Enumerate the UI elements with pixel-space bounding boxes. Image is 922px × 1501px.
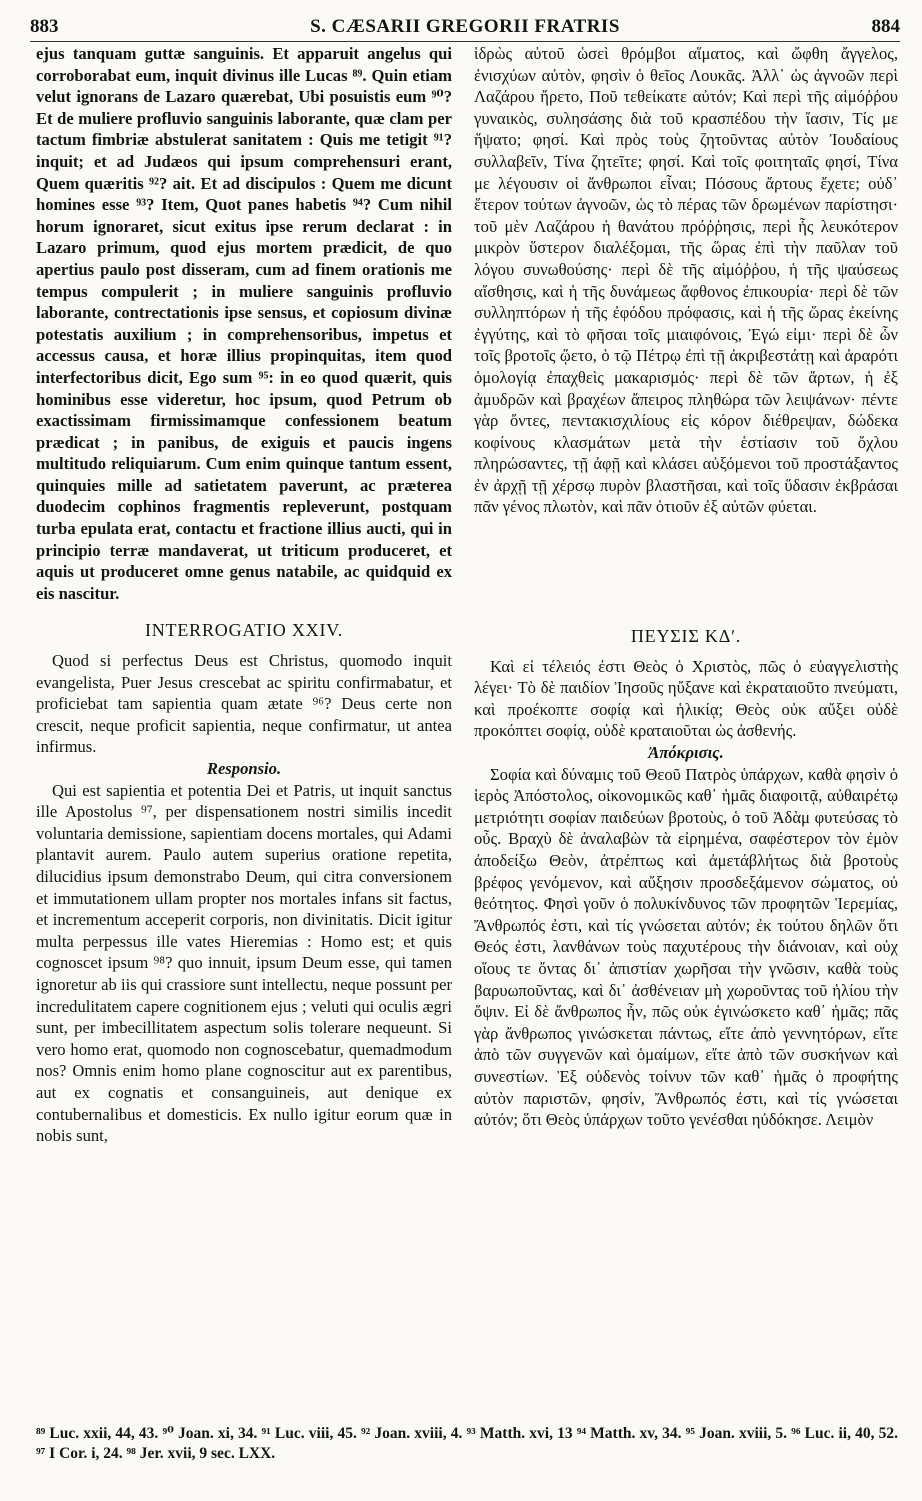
column-spacer [474, 518, 898, 610]
left-page-number: 883 [30, 16, 59, 37]
greek-section-title: ΠΕΥΣΙΣ ΚΔʹ. [630, 626, 742, 647]
greek-paragraph-3: Σοφία καὶ δύναμις τοῦ Θεοῦ Πατρὸς ὑπάρχων, καθὰ φησὶν ὁ ἱερὸς Ἀπόστολος, οἰκονομικῶς καθ᾽ ἡμᾶς διαφοιτᾷ, αὐθαιρέτῳ μετριότητι σοφίαν παιδεύων βροτοὺς, ὁ τοῦ Ἀδὰμ φυτεύσας τὸ οὖς. Βραχὺ δὲ ἀναλαβὼν τὰ εἰρημένα, σαφέστερον τὸν ἐμὸν ἀποδείξω Θεὸν, ἀτρέπτως καὶ ἀμετάβλήτως διὰ βροτοὺς βρέφος γενόμενον, καὶ αὔξησιν προσδεξάμενον σώματος, οὐ θεότητος. Φησὶ γοῦν ὁ πολυκίνδυνος τῶν προφητῶν Ἱερεμίας, Ἄνθρωπός ἐστι, καὶ τίς γνώσεται αὐτόν; ἐκ τούτου δηλῶν ὅτι Θεός ἐστι, λανθάνων τοὺς παχυτέρους τὴν διάνοιαν, καὶ οὐχ οἵους τε ὄντας δι᾽ ἀπιστίαν χωρῆσαι τὴν γνῶσιν, καθὰ τοὺς βαρυωποῦντας, καὶ δι᾽ ἀσθένειαν μὴ χωροῦντας τοῦ ἡλίου τὴν ὄψιν. Εἰ δὲ ἄνθρωπος ἦν, πῶς οὐκ ἐγινώσκετο καθ᾽ ἡμᾶς; πᾶς γὰρ ἄνθρωπος γινώσκεται πάντως, εἴτε ἀπὸ γεννητόρων, εἴτε ἀπὸ τῶν συγγενῶν καὶ ὁμαίμων, εἴτε ἀπὸ τῶν συσκήνων καὶ συνεστίων. Ἐξ οὐδενὸς τοίνυν τῶν καθ᾽ ἡμᾶς ὁ προφήτης αὐτὸν παριστῶν, φησίν, Ἄνθρωπός ἐστι, καὶ τίς γνώσεται αὐτόν; ὅτι Θεὸς ὑπάρχων τοῦτο γενέσθαι ηὐδόκησε. Λειμὸν [474, 764, 898, 1130]
footnotes: ⁸⁹ Luc. xxii, 44, 43. ⁹⁰ Joan. xi, 34. ⁹¹ Luc. viii, 45. ⁹² Joan. xviii, 4. ⁹³ Matth. xvi, 13 ⁹⁴ Matth. xv, 34. ⁹⁵ Joan. xviii, 5. ⁹⁶ Luc. ii, 40, 52. ⁹⁷ I Cor. i, 24. ⁹⁸ Jer. xvii, 9 sec. LXX. [36, 1425, 898, 1462]
latin-paragraph-3: Qui est sapientia et potentia Dei et Patris, ut inquit sanctus ille Apostolus ⁹⁷, per dispensationem nostri similis incedit voluntaria demissione, sapientiam docens mortales, qui Adami plantavit aurem. Paulo autem superius oratione repetita, dilucidius ipsum demonstrabo Deum, qui citra conversionem et immutationem ullam propter nos mortales infans sit factus, et incrementum acceperit corporis, non divinitatis. Dicit igitur multa perpessus ille vates Hieremias : Homo est; et quis cognoscet ipsum ⁹⁸? quo innuit, ipsum Deum esse, qui tamen ignoretur ab iis qui crassiore sunt intellectu, neque possunt per incredulitatem capere cognitionem ejus ; veluti qui oculis ægri sunt, per imbecillitatem aspectum solis tolerare nequeunt. Si vero homo erat, quomodo non cognoscebatur, quemadmodum nos? Omnis enim homo plane cognoscitur aut ex parentibus, aut ex cognatis et consanguineis, aut denique ex contubernalibus et domesticis. Ex nullo igitur eorum quæ in nobis sunt, [36, 780, 452, 1146]
latin-responsio-heading: Responsio. [206, 759, 282, 778]
latin-column [36, 43, 452, 1147]
greek-responsio-heading: Ἀπόκρισις. [648, 743, 724, 763]
right-page-number: 884 [871, 16, 900, 37]
page-header [30, 6, 900, 38]
latin-paragraph-2: Quod si perfectus Deus est Christus, quomodo inquit evangelista, Puer Jesus crescebat ac spiritu confirmabatur, et proficiebat tam sapientia quam ætate ⁹⁶? Deus certe non crescit, neque proficit sapientia, neque confirmatur, ut antea infirmus. [36, 651, 452, 757]
latin-paragraph-1: ejus tanquam guttæ sanguinis. Et apparuit angelus qui corroborabat eum, inquit divinus ille Lucas ⁸⁹. Quin etiam velut ignorans de Lazaro quærebat, Ubi posuistis eum ⁹⁰? Et de muliere profluvio sanguinis laborante, quæ clam per tactum fimbriæ abstulerat sanitatem : Quis me tetigit ⁹¹? inquit; et ad Judæos qui ipsum comprehensuri erant, Quem quæritis ⁹²? ait. Et ad discipulos : Quem me dicunt homines esse ⁹³? Item, Quot panes habetis ⁹⁴? Cum nihil horum ignoraret, sicut exitus ipse rerum declarat : in Lazaro primum, quod ejus mortem prædicit, de quo apertius paulo post disseram, cum ad finem orationis me tempus compulerit ; in muliere sanguinis profluvio laborante, contrectationis ipse sensus, et copiosum divinæ potestatis auxilium ; in comprehensoribus, impetus et accessus causa, et horæ illius propinquitas, item quod interfectoribus dicit, Ego sum ⁹⁵: in eo quod quærit, quis hominibus esse videretur, hoc ipsum, quod Petrum ob exactissimam firmissimamque confessionem beatum prædicat ; in panibus, de exiguis et paucis ingens multitudo reliquiarum. Cum enim quinque tantum essent, quinquies mille ad satietatem paverunt, ac præterea duodecim cophinos fragmentis repleverunt, postquam turba epulata erat, contactu et fractione illius aucti, qui in principio terræ mandaverat, ut triticum produceret, et aquis ut produceret omne genus natabile, ac quidquid ex eis nascitur. [36, 44, 452, 603]
greek-paragraph-2: Καὶ εἰ τέλειός ἐστι Θεὸς ὁ Χριστὸς, πῶς ὁ εὐαγγελιστὴς λέγει· Τὸ δὲ παιδίον Ἰησοῦς ηὔξανε καὶ ἐκραταιοῦτο πνεύματι, καὶ προέκοπτε σοφίᾳ καὶ ἡλικίᾳ; Θεὸς οὐκ αὔξει οὐδὲ προκόπτει σοφίᾳ, οὐδὲ κραταιοῦται ὡς ἀσθενής. [474, 656, 898, 741]
header-rule [30, 41, 900, 42]
running-title: S. CÆSARII GREGORII FRATRIS [310, 16, 620, 37]
greek-column [474, 43, 898, 1131]
greek-paragraph-1: ἱδρὼς αὐτοῦ ὡσεὶ θρόμβοι αἵματος, καὶ ὤφθη ἄγγελος, ἐνισχύων αὐτὸν, φησὶν ὁ θεῖος Λουκᾶς. Ἀλλ᾽ ὡς ἀγνοῶν περὶ Λαζάρου ἤρετο, Ποῦ τεθείκατε αὐτόν; Καὶ περὶ τῆς αἱμόῤῥου γυναικὸς, συλησάσης διὰ τοῦ κρασπέδου τὴν ἴασιν, Τίς με ἥψατο; φησί. Καὶ πρὸς τοὺς ζητοῦντας αὐτὸν Ἰουδαίους συλλαβεῖν, Τίνα ζητεῖτε; φησί. Καὶ τοῖς φοιτηταῖς φησί, Τίνα με λέγουσιν οἱ ἄνθρωποι εἶναι; Πόσους ἄρτους ἔχετε; οὐδ᾽ ἕτερον τούτων ἀγνοῶν, ὡς τὸ πέρας τῶν δρωμένων παρίστησι· τοῦ μὲν Λαζάρου ἡ θανάτου πρόῤῥησις, περὶ ἧς λευκότερον μικρὸν ὕστερον διαλέξομαι, τῆς ὥρας ἐπὶ τὴν παῦλαν τοῦ λόγου συνωθούσης· περὶ δὲ τῆς αἱμόῤῥου, ἡ τῆς ψαύσεως αἴσθησις, καὶ ἡ τῆς δυνάμεως ἄφθονος ἐπικουρία· περὶ δὲ τῶν συλληπτόρων ἡ τῆς ἐφόδου πρόφασις, καὶ ἡ τῆς ὥρας ἐκείνης ἐγγύτης, καὶ τὸ φῆσαι τοῖς μιαιφόνοις, Ἐγώ εἰμι· περὶ δὲ ὧν τοῖς βροτοῖς ᾤετο, ὁ τῷ Πέτρῳ ἐπὶ τῇ ἀκριβεστάτῃ καὶ ἀραρότι ὁμολογίᾳ ἐπαχθεὶς μακαρισμός· περὶ δὲ τῶν ἄρτων, ἡ ἐξ ἀμυδρῶν καὶ βραχέων ἄπειρος πληθώρα τῶν λειψάνων· πέντε γὰρ ὄντες, πεντακισχιλίους εἰς κόρον διέθρεψαν, δώδεκα κοφίνους κλασμάτων μετὰ τὴν ἑστίασιν τοῦ ὄχλου πληρώσαντες, τῇ ἀφῇ καὶ κλάσει αὐξόμενοι τοῦ προστάξαντος ἐν ἀρχῇ τῇ χέρσῳ πυρὸν βλαστῆσαι, καὶ τοῖς ὕδασιν ἐκβράσαι πᾶν γένος πλωτὸν, καὶ πᾶν ὁτιοῦν ἐξ αὐτῶν φύεται. [474, 44, 898, 517]
latin-section-title: INTERROGATIO XXIV. [144, 620, 344, 641]
